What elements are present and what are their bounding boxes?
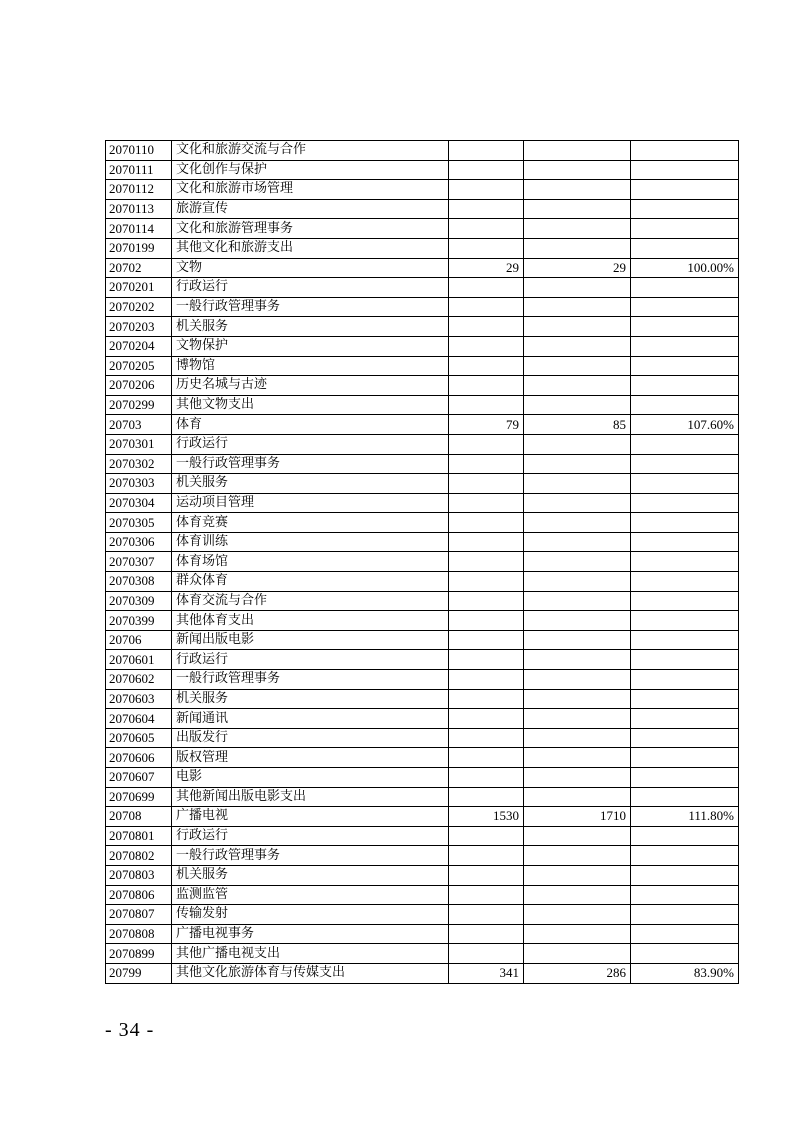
value-cell-1 xyxy=(449,924,524,944)
percent-cell: 83.90% xyxy=(631,963,739,983)
value-cell-1 xyxy=(449,768,524,788)
subject-code-cell: 2070604 xyxy=(106,709,172,729)
subject-code-cell: 20799 xyxy=(106,963,172,983)
subject-code-cell: 2070808 xyxy=(106,924,172,944)
value-cell-2 xyxy=(524,434,631,454)
value-cell-1 xyxy=(449,141,524,161)
value-cell-1 xyxy=(449,885,524,905)
value-cell-2: 286 xyxy=(524,963,631,983)
subject-code-cell: 2070205 xyxy=(106,356,172,376)
percent-cell xyxy=(631,709,739,729)
value-cell-2: 29 xyxy=(524,258,631,278)
value-cell-1 xyxy=(449,728,524,748)
percent-cell xyxy=(631,670,739,690)
subject-name-cell: 群众体育 xyxy=(172,572,449,592)
percent-cell xyxy=(631,356,739,376)
value-cell-2 xyxy=(524,709,631,729)
subject-name-cell: 一般行政管理事务 xyxy=(172,454,449,474)
subject-code-cell: 2070806 xyxy=(106,885,172,905)
table-row xyxy=(106,180,739,200)
table-row xyxy=(106,807,739,827)
value-cell-2 xyxy=(524,670,631,690)
percent-cell xyxy=(631,199,739,219)
value-cell-2 xyxy=(524,944,631,964)
table-row xyxy=(106,395,739,415)
table-row xyxy=(106,650,739,670)
percent-cell xyxy=(631,611,739,631)
table-row xyxy=(106,768,739,788)
subject-name-cell: 广播电视事务 xyxy=(172,924,449,944)
value-cell-1 xyxy=(449,944,524,964)
subject-name-cell: 一般行政管理事务 xyxy=(172,846,449,866)
percent-cell xyxy=(631,650,739,670)
percent-cell xyxy=(631,513,739,533)
value-cell-2 xyxy=(524,885,631,905)
value-cell-2 xyxy=(524,768,631,788)
value-cell-2: 1710 xyxy=(524,807,631,827)
subject-code-cell: 2070304 xyxy=(106,493,172,513)
table-row xyxy=(106,728,739,748)
percent-cell xyxy=(631,787,739,807)
table-row xyxy=(106,258,739,278)
percent-cell xyxy=(631,728,739,748)
subject-name-cell: 其他文化旅游体育与传媒支出 xyxy=(172,963,449,983)
subject-code-cell: 2070801 xyxy=(106,826,172,846)
subject-code-cell: 2070307 xyxy=(106,552,172,572)
table-row xyxy=(106,846,739,866)
subject-code-cell: 20703 xyxy=(106,415,172,435)
value-cell-1 xyxy=(449,670,524,690)
value-cell-1 xyxy=(449,180,524,200)
value-cell-1 xyxy=(449,513,524,533)
table-row xyxy=(106,141,739,161)
value-cell-1 xyxy=(449,297,524,317)
subject-code-cell: 2070305 xyxy=(106,513,172,533)
table-row xyxy=(106,297,739,317)
subject-code-cell: 2070899 xyxy=(106,944,172,964)
subject-code-cell: 2070113 xyxy=(106,199,172,219)
value-cell-2 xyxy=(524,376,631,396)
subject-code-cell: 2070606 xyxy=(106,748,172,768)
table-row xyxy=(106,944,739,964)
table-row xyxy=(106,709,739,729)
value-cell-1 xyxy=(449,826,524,846)
value-cell-1 xyxy=(449,238,524,258)
subject-name-cell: 体育 xyxy=(172,415,449,435)
value-cell-1 xyxy=(449,787,524,807)
percent-cell xyxy=(631,474,739,494)
value-cell-2 xyxy=(524,728,631,748)
value-cell-2 xyxy=(524,356,631,376)
percent-cell xyxy=(631,748,739,768)
value-cell-2 xyxy=(524,865,631,885)
subject-name-cell: 其他文化和旅游支出 xyxy=(172,238,449,258)
table-row xyxy=(106,532,739,552)
table-row xyxy=(106,905,739,925)
percent-cell xyxy=(631,278,739,298)
subject-name-cell: 运动项目管理 xyxy=(172,493,449,513)
value-cell-2 xyxy=(524,317,631,337)
percent-cell: 111.80% xyxy=(631,807,739,827)
value-cell-1 xyxy=(449,493,524,513)
subject-code-cell: 2070202 xyxy=(106,297,172,317)
value-cell-1 xyxy=(449,591,524,611)
percent-cell xyxy=(631,160,739,180)
value-cell-2 xyxy=(524,219,631,239)
percent-cell xyxy=(631,336,739,356)
subject-name-cell: 电影 xyxy=(172,768,449,788)
value-cell-2 xyxy=(524,572,631,592)
subject-code-cell: 20702 xyxy=(106,258,172,278)
value-cell-1: 29 xyxy=(449,258,524,278)
percent-cell xyxy=(631,219,739,239)
subject-code-cell: 2070199 xyxy=(106,238,172,258)
table-row xyxy=(106,317,739,337)
percent-cell xyxy=(631,826,739,846)
value-cell-2 xyxy=(524,474,631,494)
value-cell-1 xyxy=(449,454,524,474)
table-row xyxy=(106,572,739,592)
table-row xyxy=(106,415,739,435)
table-row xyxy=(106,278,739,298)
percent-cell xyxy=(631,434,739,454)
value-cell-2 xyxy=(524,630,631,650)
value-cell-1 xyxy=(449,199,524,219)
subject-name-cell: 文物保护 xyxy=(172,336,449,356)
table-row xyxy=(106,826,739,846)
value-cell-2 xyxy=(524,336,631,356)
subject-name-cell: 版权管理 xyxy=(172,748,449,768)
table-row xyxy=(106,219,739,239)
table-row xyxy=(106,670,739,690)
percent-cell xyxy=(631,944,739,964)
subject-name-cell: 体育场馆 xyxy=(172,552,449,572)
percent-cell xyxy=(631,572,739,592)
subject-name-cell: 体育竞赛 xyxy=(172,513,449,533)
value-cell-2 xyxy=(524,199,631,219)
percent-cell xyxy=(631,493,739,513)
subject-code-cell: 20706 xyxy=(106,630,172,650)
percent-cell xyxy=(631,141,739,161)
value-cell-1 xyxy=(449,611,524,631)
value-cell-1 xyxy=(449,219,524,239)
value-cell-1 xyxy=(449,356,524,376)
table-row xyxy=(106,963,739,983)
subject-name-cell: 行政运行 xyxy=(172,278,449,298)
value-cell-1 xyxy=(449,905,524,925)
percent-cell xyxy=(631,924,739,944)
table-row xyxy=(106,238,739,258)
percent-cell: 100.00% xyxy=(631,258,739,278)
value-cell-2 xyxy=(524,748,631,768)
subject-name-cell: 历史名城与古迹 xyxy=(172,376,449,396)
table-row xyxy=(106,689,739,709)
percent-cell xyxy=(631,395,739,415)
percent-cell xyxy=(631,885,739,905)
value-cell-2 xyxy=(524,278,631,298)
subject-name-cell: 传输发射 xyxy=(172,905,449,925)
table-row xyxy=(106,591,739,611)
value-cell-2 xyxy=(524,160,631,180)
value-cell-1 xyxy=(449,572,524,592)
value-cell-2 xyxy=(524,924,631,944)
table-row xyxy=(106,865,739,885)
value-cell-1 xyxy=(449,709,524,729)
subject-code-cell: 2070114 xyxy=(106,219,172,239)
subject-code-cell: 2070306 xyxy=(106,532,172,552)
value-cell-2 xyxy=(524,552,631,572)
value-cell-2: 85 xyxy=(524,415,631,435)
subject-code-cell: 2070802 xyxy=(106,846,172,866)
table-row xyxy=(106,376,739,396)
value-cell-1 xyxy=(449,846,524,866)
value-cell-1 xyxy=(449,865,524,885)
subject-name-cell: 广播电视 xyxy=(172,807,449,827)
table-row xyxy=(106,474,739,494)
value-cell-1 xyxy=(449,395,524,415)
subject-code-cell: 2070605 xyxy=(106,728,172,748)
value-cell-2 xyxy=(524,238,631,258)
value-cell-1 xyxy=(449,552,524,572)
value-cell-2 xyxy=(524,493,631,513)
value-cell-1: 1530 xyxy=(449,807,524,827)
percent-cell xyxy=(631,532,739,552)
subject-code-cell: 2070603 xyxy=(106,689,172,709)
subject-name-cell: 监测监管 xyxy=(172,885,449,905)
subject-code-cell: 2070308 xyxy=(106,572,172,592)
value-cell-2 xyxy=(524,846,631,866)
subject-name-cell: 新闻通讯 xyxy=(172,709,449,729)
table-row xyxy=(106,513,739,533)
percent-cell xyxy=(631,552,739,572)
subject-name-cell: 行政运行 xyxy=(172,650,449,670)
table-row xyxy=(106,787,739,807)
percent-cell xyxy=(631,454,739,474)
table-row xyxy=(106,434,739,454)
subject-code-cell: 20708 xyxy=(106,807,172,827)
value-cell-2 xyxy=(524,787,631,807)
value-cell-2 xyxy=(524,532,631,552)
percent-cell xyxy=(631,846,739,866)
subject-name-cell: 其他体育支出 xyxy=(172,611,449,631)
subject-name-cell: 旅游宣传 xyxy=(172,199,449,219)
subject-code-cell: 2070699 xyxy=(106,787,172,807)
table-row xyxy=(106,552,739,572)
percent-cell xyxy=(631,905,739,925)
value-cell-1 xyxy=(449,689,524,709)
value-cell-2 xyxy=(524,454,631,474)
subject-code-cell: 2070111 xyxy=(106,160,172,180)
subject-name-cell: 文物 xyxy=(172,258,449,278)
value-cell-1: 79 xyxy=(449,415,524,435)
subject-name-cell: 文化和旅游市场管理 xyxy=(172,180,449,200)
value-cell-1 xyxy=(449,376,524,396)
value-cell-1 xyxy=(449,317,524,337)
value-cell-2 xyxy=(524,297,631,317)
subject-code-cell: 2070201 xyxy=(106,278,172,298)
value-cell-2 xyxy=(524,395,631,415)
table-row xyxy=(106,199,739,219)
subject-code-cell: 2070807 xyxy=(106,905,172,925)
subject-code-cell: 2070601 xyxy=(106,650,172,670)
subject-code-cell: 2070206 xyxy=(106,376,172,396)
subject-name-cell: 行政运行 xyxy=(172,826,449,846)
subject-name-cell: 机关服务 xyxy=(172,317,449,337)
value-cell-1 xyxy=(449,630,524,650)
subject-name-cell: 体育训练 xyxy=(172,532,449,552)
value-cell-2 xyxy=(524,611,631,631)
table-row xyxy=(106,493,739,513)
subject-name-cell: 文化和旅游交流与合作 xyxy=(172,141,449,161)
value-cell-1: 341 xyxy=(449,963,524,983)
subject-name-cell: 出版发行 xyxy=(172,728,449,748)
subject-name-cell: 机关服务 xyxy=(172,474,449,494)
percent-cell xyxy=(631,376,739,396)
subject-name-cell: 体育交流与合作 xyxy=(172,591,449,611)
value-cell-2 xyxy=(524,141,631,161)
subject-code-cell: 2070302 xyxy=(106,454,172,474)
subject-code-cell: 2070607 xyxy=(106,768,172,788)
value-cell-1 xyxy=(449,650,524,670)
subject-code-cell: 2070602 xyxy=(106,670,172,690)
table-row xyxy=(106,356,739,376)
percent-cell xyxy=(631,768,739,788)
subject-code-cell: 2070803 xyxy=(106,865,172,885)
budget-table-body xyxy=(106,141,739,984)
subject-code-cell: 2070303 xyxy=(106,474,172,494)
table-row xyxy=(106,336,739,356)
value-cell-2 xyxy=(524,905,631,925)
value-cell-2 xyxy=(524,826,631,846)
subject-name-cell: 新闻出版电影 xyxy=(172,630,449,650)
value-cell-1 xyxy=(449,748,524,768)
percent-cell xyxy=(631,180,739,200)
subject-name-cell: 博物馆 xyxy=(172,356,449,376)
table-row xyxy=(106,454,739,474)
subject-name-cell: 机关服务 xyxy=(172,689,449,709)
subject-name-cell: 文化和旅游管理事务 xyxy=(172,219,449,239)
percent-cell xyxy=(631,689,739,709)
table-row xyxy=(106,748,739,768)
subject-name-cell: 其他新闻出版电影支出 xyxy=(172,787,449,807)
subject-code-cell: 2070301 xyxy=(106,434,172,454)
table-row xyxy=(106,611,739,631)
table-row xyxy=(106,924,739,944)
value-cell-1 xyxy=(449,474,524,494)
subject-code-cell: 2070299 xyxy=(106,395,172,415)
subject-name-cell: 其他广播电视支出 xyxy=(172,944,449,964)
percent-cell xyxy=(631,238,739,258)
subject-code-cell: 2070112 xyxy=(106,180,172,200)
value-cell-1 xyxy=(449,336,524,356)
value-cell-2 xyxy=(524,689,631,709)
value-cell-2 xyxy=(524,591,631,611)
percent-cell xyxy=(631,630,739,650)
value-cell-2 xyxy=(524,513,631,533)
subject-code-cell: 2070204 xyxy=(106,336,172,356)
budget-table xyxy=(105,140,739,984)
subject-name-cell: 其他文物支出 xyxy=(172,395,449,415)
subject-name-cell: 一般行政管理事务 xyxy=(172,297,449,317)
value-cell-1 xyxy=(449,278,524,298)
subject-name-cell: 文化创作与保护 xyxy=(172,160,449,180)
percent-cell xyxy=(631,297,739,317)
page-number: - 34 - xyxy=(105,1019,155,1041)
percent-cell xyxy=(631,591,739,611)
percent-cell xyxy=(631,317,739,337)
table-row xyxy=(106,885,739,905)
value-cell-2 xyxy=(524,180,631,200)
value-cell-1 xyxy=(449,434,524,454)
subject-name-cell: 一般行政管理事务 xyxy=(172,670,449,690)
value-cell-1 xyxy=(449,160,524,180)
table-row xyxy=(106,630,739,650)
value-cell-1 xyxy=(449,532,524,552)
subject-code-cell: 2070399 xyxy=(106,611,172,631)
subject-code-cell: 2070203 xyxy=(106,317,172,337)
subject-code-cell: 2070309 xyxy=(106,591,172,611)
subject-name-cell: 机关服务 xyxy=(172,865,449,885)
percent-cell: 107.60% xyxy=(631,415,739,435)
subject-code-cell: 2070110 xyxy=(106,141,172,161)
table-row xyxy=(106,160,739,180)
value-cell-2 xyxy=(524,650,631,670)
percent-cell xyxy=(631,865,739,885)
subject-name-cell: 行政运行 xyxy=(172,434,449,454)
